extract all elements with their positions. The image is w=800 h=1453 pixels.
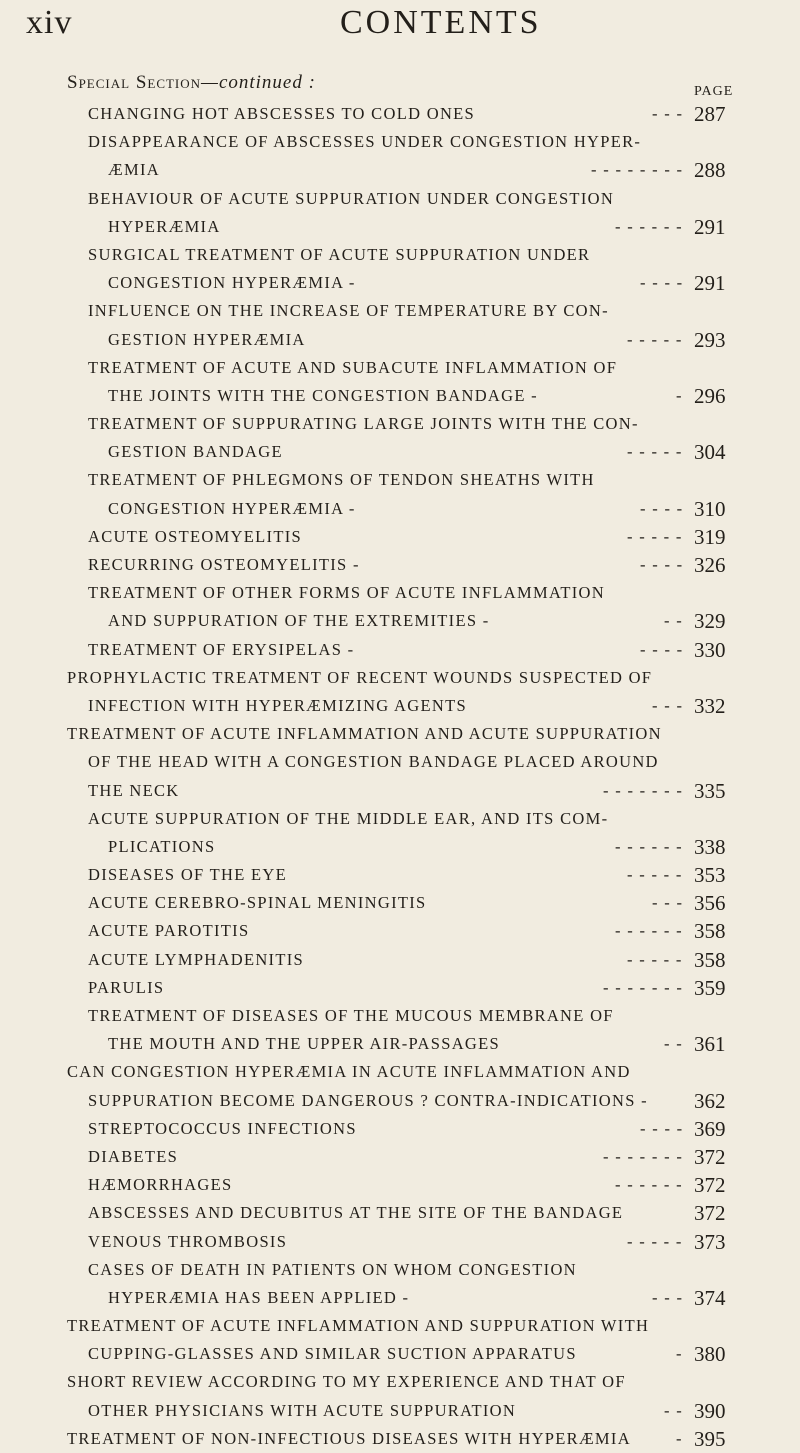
dot-leader: - - [664, 1034, 684, 1054]
toc-entry-line [0, 1030, 800, 1058]
toc-entry-line [0, 1397, 800, 1425]
toc-entry-title: GESTION BANDAGE [108, 442, 283, 462]
toc-entry-line [0, 551, 800, 579]
toc-entry-line [0, 1171, 800, 1199]
toc-entry-title: HÆMORRHAGES [88, 1175, 233, 1195]
toc-page-number: 356 [694, 891, 726, 916]
toc-page-number: 358 [694, 919, 726, 944]
toc-entry-line [0, 1002, 800, 1030]
page-column-label: PAGE [694, 84, 734, 99]
toc-entry-title: CONGESTION HYPERÆMIA - [108, 273, 356, 293]
toc-entry [0, 297, 800, 353]
toc-entry-line [0, 777, 800, 805]
toc-entry-title: THE MOUTH AND THE UPPER AIR-PASSAGES [108, 1034, 500, 1054]
toc-page-number: 335 [694, 778, 726, 803]
toc-entry [0, 466, 800, 522]
toc-entry-line [0, 748, 800, 776]
toc-entry-line [0, 438, 800, 466]
toc-page-number: 296 [694, 383, 726, 408]
toc-entry [0, 1058, 800, 1114]
toc-entry [0, 551, 800, 579]
toc-entry-line [0, 664, 800, 692]
toc-entry-line [0, 1199, 800, 1227]
toc-entry [0, 974, 800, 1002]
toc-entry-title: ACUTE LYMPHADENITIS [88, 949, 304, 969]
toc-entry-line [0, 607, 800, 635]
dot-leader: - - - - - - [615, 216, 683, 236]
toc-entry-title: SURGICAL TREATMENT OF ACUTE SUPPURATION UNDER [88, 244, 591, 264]
toc-entry [0, 410, 800, 466]
toc-page-number: 291 [694, 271, 726, 296]
dot-leader: - - - - - - - [603, 977, 684, 997]
dot-leader: - - - [652, 695, 684, 715]
toc-entry-title: BEHAVIOUR OF ACUTE SUPPURATION UNDER CONGESTION [88, 188, 615, 208]
toc-entry-title: DISAPPEARANCE OF ABSCESSES UNDER CONGESTION HYPER- [88, 132, 642, 152]
toc-entry-line [0, 1368, 800, 1396]
dot-leader: - [676, 385, 683, 405]
toc-page-number: 329 [694, 609, 726, 634]
toc-entry-title: SHORT REVIEW ACCORDING TO MY EXPERIENCE AND THAT OF [67, 1372, 626, 1392]
toc-entry [0, 100, 800, 128]
toc-entry-title: THE NECK [88, 780, 180, 800]
toc-entry-title: TREATMENT OF ACUTE INFLAMMATION AND ACUTE SUPPURATION [67, 724, 662, 744]
toc-page-number: 338 [694, 834, 726, 859]
dot-leader: - - - - - [627, 329, 683, 349]
section-continued: —continued : [201, 72, 316, 93]
toc-page-number: 372 [694, 1201, 726, 1226]
toc-entry-title: TREATMENT OF NON-INFECTIOUS DISEASES WITH HYPERÆMIA [67, 1428, 631, 1448]
toc-page-number: 326 [694, 553, 726, 577]
toc-entry [0, 720, 800, 805]
toc-entry [0, 523, 800, 551]
toc-entry-title: TREATMENT OF PHLEGMONS OF TENDON SHEATHS WITH [88, 470, 595, 490]
toc-page-number: 358 [694, 947, 726, 972]
toc-entry-line [0, 382, 800, 410]
toc-entry [0, 1143, 800, 1171]
toc-entry [0, 241, 800, 297]
dot-leader: - - - [652, 1287, 684, 1307]
toc-entry-line [0, 720, 800, 748]
toc-entry-line [0, 1143, 800, 1171]
toc-page-number: 330 [694, 637, 726, 662]
toc-entry-line [0, 636, 800, 664]
toc-entry [0, 805, 800, 861]
toc-entry [0, 354, 800, 410]
toc-entry-title: OF THE HEAD WITH A CONGESTION BANDAGE PLACED AROUND [88, 752, 659, 772]
dot-leader: - - - - - [627, 865, 683, 885]
toc-page-number: 293 [694, 327, 726, 352]
toc-entry-title: INFECTION WITH HYPERÆMIZING AGENTS [88, 695, 467, 715]
dot-leader: - - - - - - - - [591, 160, 684, 180]
toc-entry [0, 1228, 800, 1256]
toc-entry-title: TREATMENT OF ACUTE AND SUBACUTE INFLAMMATION OF [88, 357, 618, 377]
toc-page-number: 380 [694, 1342, 726, 1367]
toc-entry-title: ABSCESSES AND DECUBITUS AT THE SITE OF THE BANDAGE [88, 1203, 624, 1223]
toc-page-number: 374 [694, 1285, 726, 1310]
toc-entry-title: INFLUENCE ON THE INCREASE OF TEMPERATURE BY CON- [88, 301, 609, 321]
toc-entry-line [0, 100, 800, 128]
toc-entry [0, 1312, 800, 1368]
toc-entry-title: DIABETES [88, 1146, 179, 1166]
toc-entry-title: THE JOINTS WITH THE CONGESTION BANDAGE - [108, 385, 538, 405]
toc-entry-title: OTHER PHYSICIANS WITH ACUTE SUPPURATION [88, 1400, 517, 1420]
toc-entry [0, 861, 800, 889]
toc-entry-title: ÆMIA [108, 160, 160, 180]
dot-leader: - - - - [640, 639, 684, 659]
toc-entry-title: PROPHYLACTIC TREATMENT OF RECENT WOUNDS SUSPECTED OF [67, 667, 653, 687]
toc-entry-line [0, 974, 800, 1002]
page-title: CONTENTS [340, 4, 542, 41]
toc-entry-title: STREPTOCOCCUS INFECTIONS [88, 1118, 357, 1138]
toc-entry-line [0, 156, 800, 184]
toc-entry-title: PLICATIONS [108, 836, 216, 856]
section-name: Special Section [67, 72, 202, 93]
dot-leader: - - - [652, 104, 684, 123]
toc-entry-line [0, 889, 800, 917]
toc-entry-title: SUPPURATION BECOME DANGEROUS ? CONTRA-INDICATIONS - [88, 1090, 648, 1110]
dot-leader: - - - - - [627, 526, 683, 546]
dot-leader: - - - - [640, 555, 684, 574]
toc-entry-line [0, 269, 800, 297]
toc-entry [0, 579, 800, 635]
toc-page-number: 310 [694, 496, 726, 521]
toc-entry-title: CHANGING HOT ABSCESSES TO COLD ONES [88, 104, 476, 123]
toc-entry-title: GESTION HYPERÆMIA [108, 329, 306, 349]
toc-entry-line [0, 579, 800, 607]
toc-entry-line [0, 185, 800, 213]
toc-entry-title: PARULIS [88, 977, 165, 997]
toc-entry-line [0, 128, 800, 156]
dot-leader: - - - - - [627, 1231, 683, 1251]
toc-entry-line [0, 523, 800, 551]
toc-page-number: 304 [694, 440, 726, 465]
toc-entry [0, 128, 800, 184]
toc-entry-line [0, 495, 800, 523]
toc-entry [0, 917, 800, 945]
toc-entry-line [0, 1312, 800, 1340]
toc-entry-title: TREATMENT OF ACUTE INFLAMMATION AND SUPPURATION WITH [67, 1316, 650, 1336]
toc-entry [0, 1425, 800, 1453]
toc-entry [0, 1368, 800, 1424]
toc-entry-line [0, 1425, 800, 1453]
toc-entry [0, 1171, 800, 1199]
dot-leader: - - - - - [627, 949, 683, 969]
toc-entry [0, 1002, 800, 1058]
dot-leader: - - - - - - - [603, 780, 684, 800]
dot-leader: - - - - - - [615, 921, 683, 941]
toc-entry-title: ACUTE CEREBRO-SPINAL MENINGITIS [88, 893, 427, 913]
dot-leader: - - [664, 611, 684, 631]
dot-leader: - - - - - - [615, 836, 683, 856]
toc-entry [0, 946, 800, 974]
toc-entry-line [0, 466, 800, 494]
toc-entry [0, 664, 800, 720]
toc-entry-line [0, 692, 800, 720]
toc-entry-title: CASES OF DEATH IN PATIENTS ON WHOM CONGESTION [88, 1259, 577, 1279]
toc-entry-title: CONGESTION HYPERÆMIA - [108, 498, 356, 518]
dot-leader: - - - - [640, 498, 684, 518]
toc-entry-line [0, 354, 800, 382]
toc-entry-title: VENOUS THROMBOSIS [88, 1231, 288, 1251]
toc-entry-title: HYPERÆMIA [108, 216, 221, 236]
toc-entry-title: TREATMENT OF OTHER FORMS OF ACUTE INFLAMMATION [88, 583, 605, 603]
toc-page-number: 390 [694, 1398, 726, 1423]
toc-entry-line [0, 946, 800, 974]
toc-page-number: 359 [694, 975, 726, 1000]
toc-entry [0, 1115, 800, 1143]
toc-entry-line [0, 805, 800, 833]
toc-page-number: 372 [694, 1144, 726, 1169]
toc-page-number: 373 [694, 1229, 726, 1254]
toc-page-number: 291 [694, 214, 726, 239]
toc-entry-line [0, 326, 800, 354]
toc-entry-line [0, 1340, 800, 1368]
toc-entry-line [0, 410, 800, 438]
toc-entry-line [0, 1228, 800, 1256]
toc-page-number: 319 [694, 524, 726, 549]
toc-entry-title: CAN CONGESTION HYPERÆMIA IN ACUTE INFLAMMATION AND [67, 1062, 631, 1082]
dot-leader: - [676, 1428, 683, 1448]
toc-entry-line [0, 213, 800, 241]
dot-leader: - - - - - [627, 442, 683, 462]
toc-entry-title: TREATMENT OF DISEASES OF THE MUCOUS MEMBRANE OF [88, 1006, 614, 1025]
toc-entry-title: HYPERÆMIA HAS BEEN APPLIED - [108, 1287, 410, 1307]
toc-entry-title: DISEASES OF THE EYE [88, 865, 288, 885]
toc-entry-title: CUPPING-GLASSES AND SIMILAR SUCTION APPARATUS [88, 1344, 577, 1364]
dot-leader: - [676, 1344, 683, 1364]
dot-leader: - - - - - - - [603, 1146, 684, 1166]
toc-page-number: 353 [694, 863, 726, 888]
toc-entry-line [0, 241, 800, 269]
toc-entry-title: AND SUPPURATION OF THE EXTREMITIES - [108, 611, 490, 631]
toc-entry-line [0, 1284, 800, 1312]
toc-page-number: 361 [694, 1032, 726, 1057]
dot-leader: - - [664, 1400, 684, 1420]
toc-entry-line [0, 1087, 800, 1115]
toc-entry [0, 636, 800, 664]
toc-entry-line [0, 917, 800, 945]
dot-leader: - - - - [640, 1118, 684, 1138]
toc-entry-line [0, 833, 800, 861]
dot-leader: - - - - [640, 273, 684, 293]
toc-entry-line [0, 297, 800, 325]
toc-page-number: 288 [694, 158, 726, 183]
toc-entry-line [0, 861, 800, 889]
section-heading [67, 72, 316, 94]
toc-entry [0, 889, 800, 917]
page-number: xiv [26, 4, 73, 41]
toc-entry [0, 185, 800, 241]
dot-leader: - - - [652, 893, 684, 913]
toc-entry-title: ACUTE OSTEOMYELITIS [88, 526, 302, 546]
toc-page-number: 369 [694, 1116, 726, 1141]
toc-entry [0, 1199, 800, 1227]
toc-page-number: 332 [694, 693, 726, 718]
toc-entry [0, 1256, 800, 1312]
toc-page-number: 362 [694, 1088, 726, 1113]
toc-page-number: 372 [694, 1173, 726, 1198]
toc-entry-title: RECURRING OSTEOMYELITIS - [88, 555, 360, 574]
toc-entry-title: TREATMENT OF ERYSIPELAS - [88, 639, 355, 659]
toc-entry-title: ACUTE SUPPURATION OF THE MIDDLE EAR, AND ITS COM- [88, 808, 609, 828]
toc-page-number: 395 [694, 1426, 726, 1451]
toc-entry-title: TREATMENT OF SUPPURATING LARGE JOINTS WITH THE CON- [88, 414, 639, 434]
toc-entry-line [0, 1058, 800, 1086]
toc-page-number: 287 [694, 102, 726, 126]
toc-entries [0, 100, 800, 1453]
toc-entry-line [0, 1115, 800, 1143]
dot-leader: - - - - - - [615, 1175, 683, 1195]
toc-entry-line [0, 1256, 800, 1284]
toc-entry-title: ACUTE PAROTITIS [88, 921, 250, 941]
